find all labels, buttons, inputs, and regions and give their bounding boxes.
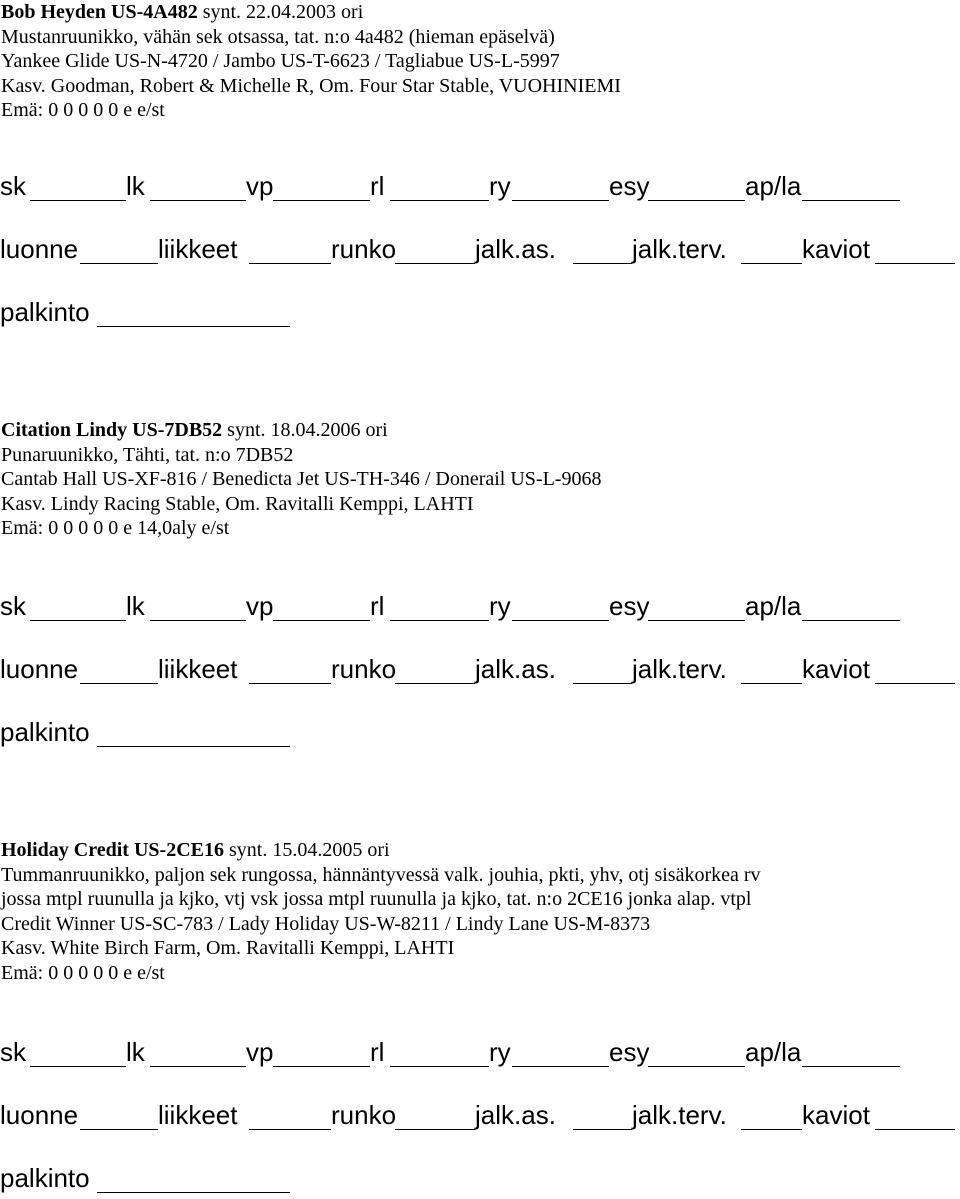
horse-entry-3	[0, 838, 960, 985]
grade-field-jalk-as[interactable]	[573, 683, 632, 684]
grade-label-esy: esy	[609, 1037, 650, 1067]
birth-info: synt. 18.04.2006 ori	[227, 419, 388, 441]
grade-label-ap-la: ap/la	[745, 171, 802, 201]
color-markings: Tummanruunikko, paljon sek rungossa, hännäntyvessä valk. jouhia, pkti, yhv, otj sisäkorkea rv	[1, 863, 761, 886]
grade-row-3	[0, 296, 960, 332]
grade-row-1	[0, 590, 960, 626]
horse-name: Bob Heyden US-4A482	[1, 1, 198, 23]
grade-field-jalk-as[interactable]	[573, 1129, 632, 1130]
grade-field-luonne[interactable]	[80, 1129, 158, 1130]
grade-field-ap-la[interactable]	[802, 1066, 900, 1067]
grade-label-runko: runko	[331, 234, 397, 264]
grade-label-lk: lk	[126, 1037, 145, 1067]
grade-label-liikkeet: liikkeet	[158, 1100, 238, 1130]
grade-field-ry[interactable]	[512, 1066, 609, 1067]
grade-label-luonne: luonne	[0, 654, 79, 684]
pedigree: Cantab Hall US-XF-816 / Benedicta Jet US-TH-346 / Donerail US-L-9068	[1, 468, 602, 490]
grade-label-ry: ry	[489, 591, 511, 621]
grade-field-jalk-terv[interactable]	[741, 263, 802, 264]
grade-label-kaviot: kaviot	[802, 1100, 870, 1130]
grade-field-lk[interactable]	[150, 620, 246, 621]
horse-header-line	[1, 0, 960, 25]
grade-field-luonne[interactable]	[80, 683, 158, 684]
grade-field-liikkeet[interactable]	[249, 263, 331, 264]
grade-label-lk: lk	[126, 171, 145, 201]
grade-label-sk: sk	[0, 1037, 26, 1067]
grade-label-esy: esy	[609, 591, 650, 621]
grade-field-palkinto[interactable]	[97, 746, 290, 747]
breeder-owner: Kasv. Lindy Racing Stable, Om. Ravitalli Kemppi, LAHTI	[1, 492, 474, 515]
grade-row-2	[0, 233, 960, 269]
grade-field-palkinto[interactable]	[97, 1192, 290, 1193]
grade-field-lk[interactable]	[150, 1066, 246, 1067]
grade-field-kaviot[interactable]	[875, 1129, 955, 1130]
grade-field-jalk-as[interactable]	[573, 263, 632, 264]
grade-field-ap-la[interactable]	[802, 200, 900, 201]
grade-field-kaviot[interactable]	[875, 263, 955, 264]
grade-label-runko: runko	[331, 1100, 397, 1130]
grade-label-sk: sk	[0, 591, 26, 621]
dam-record: Emä: 0 0 0 0 0 e e/st	[1, 961, 165, 984]
grade-field-kaviot[interactable]	[875, 683, 955, 684]
grade-field-liikkeet[interactable]	[249, 683, 331, 684]
birth-info: synt. 15.04.2005 ori	[228, 839, 390, 861]
grade-row-1	[0, 170, 960, 206]
grade-label-kaviot: kaviot	[802, 654, 870, 684]
grade-label-rl: rl	[370, 591, 385, 621]
grade-row-1	[0, 1036, 960, 1072]
grade-label-jalk-as: jalk.as.	[475, 654, 556, 684]
grade-row-2	[0, 1099, 960, 1135]
horse-header-line	[1, 418, 960, 443]
grade-label-palkinto: palkinto	[0, 1163, 90, 1193]
color-markings: Mustanruunikko, vähän sek otsassa, tat. n:o 4a482 (hieman epäselvä)	[1, 25, 555, 48]
grade-field-palkinto[interactable]	[97, 326, 290, 327]
grade-label-rl: rl	[370, 1037, 385, 1067]
grade-field-jalk-terv[interactable]	[741, 1129, 802, 1130]
grade-label-luonne: luonne	[0, 234, 79, 264]
breeder-owner: Kasv. White Birch Farm, Om. Ravitalli Kemppi, LAHTI	[1, 937, 455, 959]
grade-row-2	[0, 653, 960, 689]
grade-field-luonne[interactable]	[80, 263, 158, 264]
color-markings-continued: jossa mtpl ruunulla ja kjko, vtj vsk jossa mtpl ruunulla ja kjko, tat. n:o 2CE16 jonka alap. vtpl	[1, 888, 752, 910]
grade-label-jalk-as: jalk.as.	[475, 1100, 556, 1130]
grade-label-jalk-terv: jalk.terv.	[632, 1100, 727, 1130]
grade-label-rl: rl	[370, 171, 385, 201]
grade-field-rl[interactable]	[390, 620, 489, 621]
grade-row-3	[0, 716, 960, 752]
grade-label-vp: vp	[246, 1037, 274, 1067]
grade-label-vp: vp	[246, 591, 274, 621]
grade-field-runko[interactable]	[395, 1129, 475, 1130]
grade-label-ap-la: ap/la	[745, 1037, 802, 1067]
grade-label-liikkeet: liikkeet	[158, 654, 238, 684]
grade-field-ry[interactable]	[512, 200, 609, 201]
birth-info: synt. 22.04.2003 ori	[202, 1, 364, 23]
grade-label-liikkeet: liikkeet	[158, 234, 238, 264]
grade-field-sk[interactable]	[30, 620, 126, 621]
grade-field-esy[interactable]	[648, 200, 745, 201]
breeder-owner: Kasv. Goodman, Robert & Michelle R, Om. Four Star Stable, VUOHINIEMI	[1, 74, 621, 97]
horse-info	[0, 418, 960, 541]
grade-label-ap-la: ap/la	[745, 591, 802, 621]
grade-label-palkinto: palkinto	[0, 717, 90, 747]
grade-label-vp: vp	[246, 171, 274, 201]
grade-field-runko[interactable]	[395, 683, 475, 684]
pedigree: Yankee Glide US-N-4720 / Jambo US-T-6623 / Tagliabue US-L-5997	[1, 50, 560, 72]
grade-field-vp[interactable]	[273, 620, 370, 621]
grade-field-jalk-terv[interactable]	[741, 683, 802, 684]
horse-info	[0, 0, 960, 123]
grade-label-jalk-as: jalk.as.	[475, 234, 556, 264]
grade-label-luonne: luonne	[0, 1100, 79, 1130]
grade-field-rl[interactable]	[390, 200, 489, 201]
color-markings: Punaruunikko, Tähti, tat. n:o 7DB52	[1, 443, 294, 466]
grade-field-rl[interactable]	[390, 1066, 489, 1067]
grade-label-jalk-terv: jalk.terv.	[632, 234, 727, 264]
horse-info	[0, 838, 960, 985]
dam-record: Emä: 0 0 0 0 0 e 14,0aly e/st	[1, 517, 230, 539]
grade-label-jalk-terv: jalk.terv.	[632, 654, 727, 684]
grade-field-vp[interactable]	[273, 200, 370, 201]
horse-name: Holiday Credit US-2CE16	[1, 839, 224, 861]
pedigree: Credit Winner US-SC-783 / Lady Holiday US-W-8211 / Lindy Lane US-M-8373	[1, 912, 651, 935]
grade-label-kaviot: kaviot	[802, 234, 870, 264]
grade-field-ry[interactable]	[512, 620, 609, 621]
grade-label-runko: runko	[331, 654, 397, 684]
grade-field-sk[interactable]	[30, 1066, 126, 1067]
grade-field-runko[interactable]	[395, 263, 475, 264]
grade-field-vp[interactable]	[273, 1066, 370, 1067]
dam-record: Emä: 0 0 0 0 0 e e/st	[1, 99, 165, 121]
grade-field-lk[interactable]	[150, 200, 246, 201]
grade-label-ry: ry	[489, 1037, 511, 1067]
grade-field-ap-la[interactable]	[802, 620, 900, 621]
grade-row-3	[0, 1162, 960, 1198]
horse-entry-1	[0, 0, 960, 123]
grade-field-esy[interactable]	[648, 620, 745, 621]
grade-label-lk: lk	[126, 591, 145, 621]
grade-label-palkinto: palkinto	[0, 297, 90, 327]
horse-name: Citation Lindy US-7DB52	[1, 419, 223, 441]
grade-label-ry: ry	[489, 171, 511, 201]
grade-label-esy: esy	[609, 171, 650, 201]
horse-entry-2	[0, 418, 960, 541]
grade-label-sk: sk	[0, 171, 26, 201]
grade-field-liikkeet[interactable]	[249, 1129, 331, 1130]
grade-field-sk[interactable]	[30, 200, 126, 201]
grade-field-esy[interactable]	[648, 1066, 745, 1067]
horse-header-line	[1, 838, 960, 863]
